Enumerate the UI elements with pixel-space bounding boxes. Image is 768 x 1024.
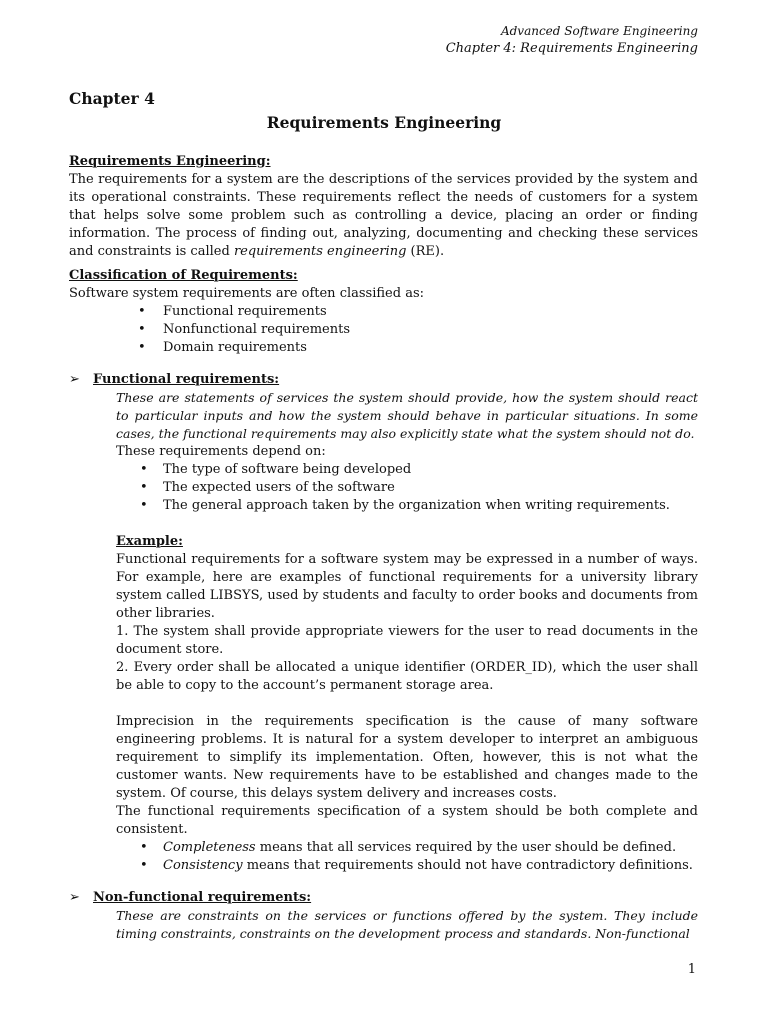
list-item: • Domain requirements	[69, 339, 698, 357]
list-item	[116, 857, 698, 875]
imprecision-paragraph: Imprecision in the requirements specification is the cause of many software engineering problems. It is natural for a system developer to interpret an ambiguous requirement to simplify its implementation. Often, however, this is not what the customer wants. New requirements have to be established and changes made to the system. Of course, this delays system delivery and increases costs.	[116, 714, 698, 801]
classification-list	[69, 303, 698, 357]
header-course: Advanced Software Engineering	[500, 24, 698, 38]
functional-heading-row	[69, 371, 698, 389]
body-content	[69, 153, 698, 943]
classification-intro: Software system requirements are often classified as:	[69, 286, 424, 301]
header-chapter: Chapter 4: Requirements Engineering	[445, 41, 698, 56]
list-item	[116, 839, 698, 857]
example-2: 2. Every order shall be allocated a unique identifier (ORDER_ID), which the user shall be able to copy to the account’s permanent storage area.	[116, 660, 698, 693]
list-item: • Nonfunctional requirements	[69, 321, 698, 339]
re-term-suffix: (RE).	[406, 244, 445, 259]
arrow-bullet-icon: ➢	[69, 890, 80, 905]
nonfunctional-definition: These are constraints on the services or functions offered by the system. They include timing constraints, constraints on the development process and standards. Non-functional	[116, 908, 698, 941]
list-item: • Functional requirements	[69, 303, 698, 321]
depend-list	[116, 461, 698, 515]
functional-definition: These are statements of services the system should provide, how the system should react to particular inputs and how the system should behave in particular situations. In some cases, the functional requirements may also explicitly state what the system should not do.	[116, 390, 698, 441]
page-number: 1	[687, 962, 696, 977]
list-item: • The general approach taken by the organization when writing requirements.	[116, 497, 698, 515]
re-text: The requirements for a system are the descriptions of the services provided by the system and its operational constraints. These requirements reflect the needs of customers for a system that helps solve some problem such as controlling a device, placing an order or finding information. The process of finding out, analyzing, documenting and checking these services and constraints is called	[69, 172, 698, 259]
re-paragraph	[69, 171, 698, 261]
arrow-bullet-icon: ➢	[69, 372, 80, 387]
consistency-text: means that requirements should not have contradictory definitions.	[242, 858, 693, 873]
page-title: Requirements Engineering	[266, 113, 502, 132]
re-heading: Requirements Engineering:	[69, 154, 271, 169]
example-text: Functional requirements for a software system may be expressed in a number of ways. For example, here are examples of functional requirements for a university library system called LIBSYS, used by students and faculty to order books and documents from other libraries.	[116, 552, 698, 621]
spec-paragraph: The functional requirements specification of a system should be both complete and consistent.	[116, 804, 698, 837]
example-1: 1. The system shall provide appropriate viewers for the user to read documents in the document store.	[116, 624, 698, 657]
list-item: • The type of software being developed	[116, 461, 698, 479]
list-item: • The expected users of the software	[116, 479, 698, 497]
example-heading: Example:	[116, 534, 183, 549]
functional-heading: Functional requirements:	[93, 372, 280, 387]
spec-list	[116, 839, 698, 875]
classification-heading: Classification of Requirements:	[69, 268, 298, 283]
re-term: requirements engineering	[233, 244, 407, 259]
completeness-text: means that all services required by the user should be defined.	[255, 840, 677, 855]
consistency-term: Consistency	[163, 858, 243, 873]
nonfunctional-heading-row	[69, 889, 698, 907]
depend-intro: These requirements depend on:	[116, 444, 326, 459]
nonfunctional-heading: Non-functional requirements:	[93, 890, 312, 905]
chapter-title: Chapter 4	[69, 89, 155, 108]
running-header	[446, 22, 698, 58]
completeness-term: Completeness	[163, 840, 256, 855]
